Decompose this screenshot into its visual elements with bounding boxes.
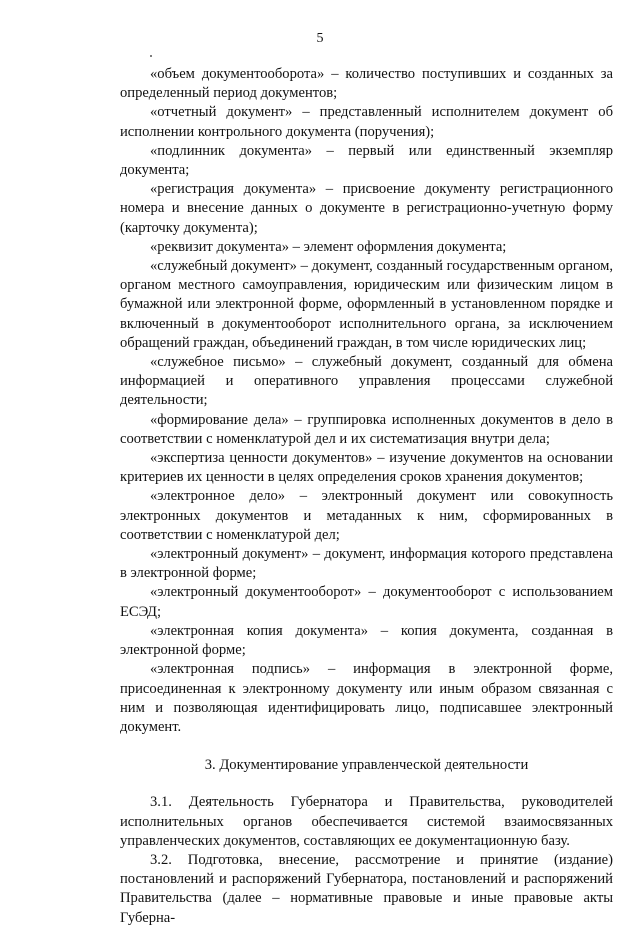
definition-paragraph: «реквизит документа» – элемент оформления документа; xyxy=(150,238,507,255)
clause-paragraph: 3.2. Подготовка, внесение, рассмотрение и принятие (издание) постановлений и распоряжений Губернатора, постановлений и распоряжений Правительства (далее – нормативные правовые и иные правовые акты Губерна- xyxy=(120,851,613,926)
clause-paragraph: 3.1. Деятельность Губернатора и Правительства, руководителей исполнительных органов обеспечивается системой взаимосвязанных управленческих документов, составляющих ее документационную базу. xyxy=(120,794,613,849)
section-heading: 3. Документирование управленческой деятельности xyxy=(204,757,529,774)
definition-paragraph: «регистрация документа» – присвоение документу регистрационного номера и внесение данных о документе в регистрационно-учетную форму (карточку документа); xyxy=(120,181,613,236)
definition-paragraph: «служебный документ» – документ, созданный государственным органом, органом местного самоуправления, юридическим или физическим лицом в бумажной или электронной форме, оформленный в установленном порядке и включенный в документооборот исполнительного органа, за исключением обращений граждан, объединений граждан, в том числе юридических лиц; xyxy=(120,258,613,351)
definition-paragraph: «формирование дела» – группировка исполненных документов в дело в соответствии с номенклатурой дел и их систематизация внутри дела; xyxy=(120,411,613,447)
definition-paragraph: «служебное письмо» – служебный документ, созданный для обмена информацией и оперативного управления процессами служебной деятельности; xyxy=(120,354,613,409)
scan-speck xyxy=(150,55,152,57)
definition-paragraph: «электронный документ» – документ, информация которого представлена в электронной форме; xyxy=(120,546,613,582)
definition-paragraph: «подлинник документа» – первый или единственный экземпляр документа; xyxy=(120,142,613,179)
definition-paragraph: «экспертиза ценности документов» – изучение документов на основании критериев их ценности в целях определения сроков хранения документов; xyxy=(120,450,613,486)
definition-paragraph: «электронная подпись» – информация в электронной форме, присоединенная к электронному документу или иным образом связанная с ним и позволяющая идентифицировать лицо, подписавшее электронный документ. xyxy=(120,661,613,735)
definition-paragraph: «отчетный документ» – представленный исполнителем документ об исполнении контрольного документа (поручения); xyxy=(120,104,613,140)
definition-paragraph: «электронная копия документа» – копия документа, созданная в электронной форме; xyxy=(120,622,613,659)
definition-paragraph: «электронный документооборот» – документооборот с использованием ЕСЭД; xyxy=(120,584,613,620)
definition-paragraph: «электронное дело» – электронный документ или совокупность электронных документов и метаданных к ним, сформированных в соответствии с номенклатурой дел; xyxy=(120,488,613,543)
document-body xyxy=(120,65,613,928)
page-number: 5 xyxy=(316,31,324,46)
definition-paragraph: «объем документооборота» – количество поступивших и созданных за определенный период документов; xyxy=(120,66,613,102)
